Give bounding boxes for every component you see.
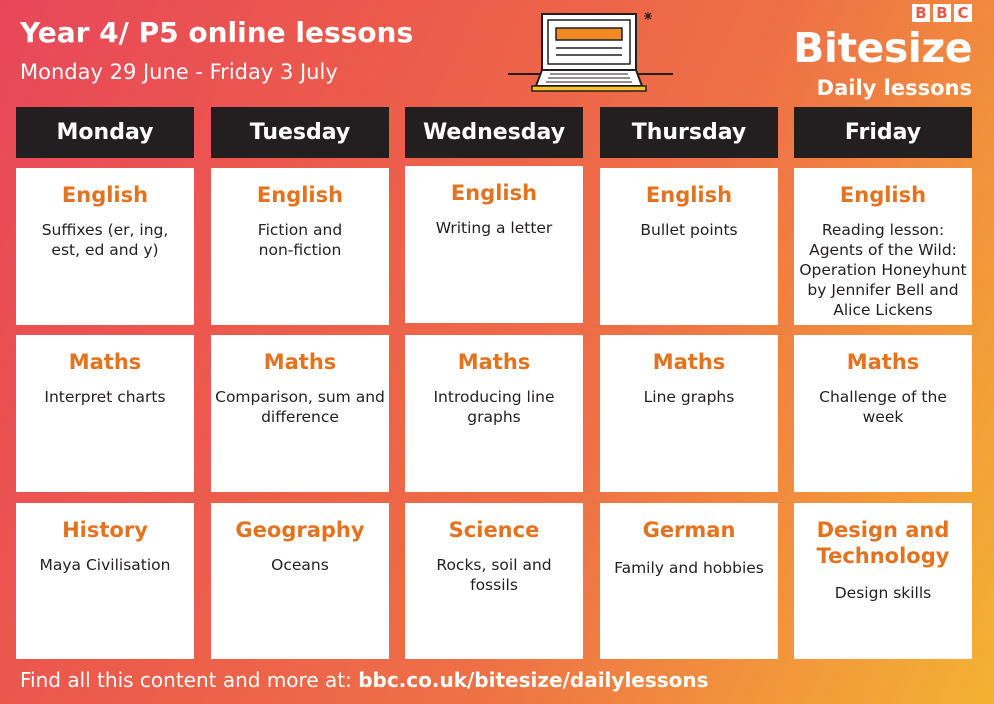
lesson-card [794,335,972,492]
lesson-card [16,335,194,492]
sparkle-icon [644,12,652,20]
lesson-card [211,335,389,492]
lesson-subject: Design and Technology [816,518,950,568]
footer-text: Find all this content and more at: [20,668,359,692]
lesson-subject: English [61,183,149,207]
brand-name: Bitesize [793,24,972,72]
lesson-topic: Oceans [271,556,329,574]
bbc-logo [912,4,972,22]
lesson-card [600,168,778,325]
lesson-topic: Introducing line graphs [433,388,555,426]
lesson-topic: Suffixes (er, ing, est, ed and y) [41,221,169,259]
lesson-subject: History [62,518,148,542]
lesson-topic: Line graphs [643,388,735,406]
footer-link[interactable]: bbc.co.uk/bitesize/dailylessons [358,668,709,692]
footer [20,668,709,692]
lesson-card [600,503,778,659]
lesson-card [405,166,583,323]
lesson-topic: Rocks, soil and fossils [436,556,552,594]
lesson-subject: English [839,183,927,207]
lesson-card [405,503,583,659]
bbc-letter: C [954,4,972,22]
lesson-topic: Reading lesson: Agents of the Wild: Operation Honeyhunt by Jennifer Bell and Alice Lickens [799,221,967,319]
lesson-card [405,335,583,492]
lesson-topic: Challenge of the week [819,388,947,426]
page-title: Year 4/ P5 online lessons [20,16,414,49]
lesson-card [600,335,778,492]
lesson-topic: Interpret charts [44,388,166,406]
lesson-subject: Maths [846,350,920,374]
bbc-letter: B [912,4,930,22]
lesson-topic: Maya Civilisation [39,556,171,574]
lesson-topic: Design skills [834,584,932,602]
lesson-subject: English [256,183,344,207]
lesson-subject: Maths [457,350,531,374]
lesson-card [16,503,194,659]
lesson-subject: German [642,518,736,542]
lesson-subject: English [450,181,538,205]
lesson-card [211,168,389,325]
day-header-wednesday: Wednesday [405,107,583,158]
page-subtitle: Monday 29 June - Friday 3 July [20,60,338,84]
day-header-thursday: Thursday [600,107,778,158]
day-header-friday: Friday [794,107,972,158]
lesson-subject: Maths [68,350,142,374]
lesson-topic: Family and hobbies [614,559,764,577]
lesson-topic: Writing a letter [435,219,553,237]
day-header-monday: Monday [16,107,194,158]
lesson-topic: Bullet points [640,221,738,239]
lesson-card [794,168,972,325]
brand-tagline: Daily lessons [816,76,972,100]
lesson-subject: English [645,183,733,207]
lesson-subject: Geography [235,518,365,542]
lesson-subject: Maths [263,350,337,374]
day-header-tuesday: Tuesday [211,107,389,158]
lesson-subject: Science [448,518,540,542]
lesson-topic: Fiction and non-fiction [257,221,343,259]
lesson-subject: Maths [652,350,726,374]
bitesize-logo [792,4,972,100]
lesson-card [16,168,194,325]
laptop-illustration [508,8,673,94]
lesson-card [211,503,389,659]
lesson-topic: Comparison, sum and difference [215,388,385,426]
lesson-card [794,503,972,659]
bbc-letter: B [933,4,951,22]
